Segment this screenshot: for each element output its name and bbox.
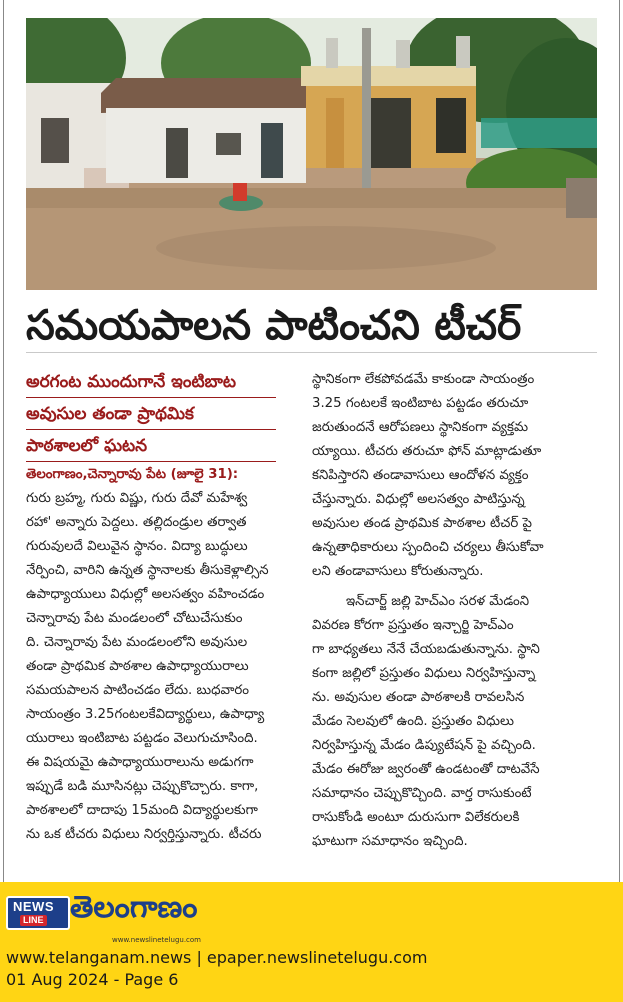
body-line: ను ఒక టీచరు విధులు నిర్వర్తిస్తున్నారు. టీచరు (26, 827, 262, 842)
body-line: గురువులదే విలువైన స్థానం. విద్యా బుద్ధులు (26, 539, 248, 554)
subhead-line-2: అవుసుల తండా ప్రాథమిక (26, 404, 194, 424)
body-line: రాసుకోండి అంటూ దురుసుగా విలేకరులకి (312, 810, 520, 825)
body-line: చెన్నారావు పేట మండలంలో చోటుచేసుకుం (26, 611, 243, 626)
body-line: గురు బ్రహ్మ, గురు విష్ణు, గురు దేవో మహేశ్వ (26, 491, 248, 506)
footer-bar (0, 882, 623, 1002)
dateline: తెలంగాణం,చెన్నారావు పేట (జూలై 31): (26, 467, 239, 482)
footer-date-page: 01 Aug 2024 - Page 6 (6, 970, 179, 989)
newsline-logo[interactable] (6, 896, 70, 930)
body-line: అవుసుల తండ ప్రాథమిక పాఠశాల టీచర్ పై (312, 516, 532, 531)
subhead-divider (26, 429, 276, 430)
body-line: కంగా జల్లిలో ప్రస్తుతం విధులు నిర్వహిస్తున్నా (312, 666, 536, 681)
body-line: కనిపిస్తారని తండావాసులు ఆందోళన వ్యక్తం (312, 468, 529, 483)
body-line: ది. చెన్నారావు పేట మండలంలోని అవుసుల (26, 635, 248, 650)
body-line: రహా' అన్నారు పెద్దలు. తల్లిదండ్రుల తర్వాత (26, 515, 247, 530)
body-line: పాఠశాలలో దాదాపు 15మంది విద్యార్థులకుగా (26, 803, 258, 818)
body-line: ఇప్పుడే బడి మూసినట్లు చెప్పుకొచ్చారు. కాగా, (26, 779, 259, 794)
subhead-divider (26, 397, 276, 398)
body-line: తండా ప్రాథమిక పాఠశాల ఉపాధ్యాయురాలు (26, 659, 249, 674)
body-line: సమాధానం చెప్పుకొచ్చింది. వార్త రాసుకుంటే (312, 786, 532, 801)
body-line: ఘాటుగా సమాధానం ఇచ్చింది. (312, 834, 468, 849)
subhead-line-3: పాఠశాలలో ఘటన (26, 436, 148, 456)
body-line: యురాలు ఇంటిబాట పట్టడం వెలుగుచూసింది. (26, 731, 258, 746)
body-line: నేర్పించి, వారిని ఉన్నత స్థానాలకు తీసుకెళ్లాల్సిన (26, 563, 269, 578)
body-line: 3.25 గంటలకే ఇంటిబాట పట్టడం తరుచూ (312, 396, 529, 411)
logo-news-text: NEWS (13, 899, 54, 914)
subhead-divider (26, 461, 276, 462)
body-line: స్థానికంగా లేకపోవడమే కాకుండా సాయంత్రం (312, 372, 535, 387)
body-line: నిర్వహిస్తున్న మేడం డిప్యుటేషన్ పై వచ్చింది. (312, 738, 536, 753)
brand-url: www.newslinetelugu.com (112, 936, 201, 944)
body-line: య్యాయి. టీచరు తరుచూ ఫోన్ మాట్లాడుతూ (312, 444, 542, 459)
body-line: ఈ విషయమై ఉపాధ్యాయురాలును అడుగగా (26, 755, 254, 770)
body-line: లని తండావాసులు కోరుతున్నారు. (312, 564, 484, 579)
body-line: ను. అవుసుల తండా పాఠశాలకి రావలసిన (312, 690, 525, 705)
body-line: గా బాధ్యతలు నేనే చేయబడుతున్నాను. స్థాని (312, 642, 540, 657)
subhead-line-1: అరగంట ముందుగానే ఇంటిబాట (26, 372, 236, 392)
body-line: ఉన్నతాధికారులు స్పందించి చర్యలు తీసుకోవా (312, 540, 544, 555)
article-photo (26, 18, 597, 290)
body-line: వివరణ కోరగా ప్రస్తుతం ఇన్చార్జి హెచ్ఎం (312, 618, 514, 633)
brand-logo[interactable]: తెలంగాణం (70, 890, 198, 925)
body-line: మేడం సెలవులో ఉంది. ప్రస్తుతం విధులు (312, 714, 514, 729)
headline: సమయపాలన పాటించని టీచర్ (26, 298, 597, 353)
body-line: సమయపాలన పాటించడం లేదు. బుధవారం (26, 683, 250, 698)
body-line: జరుతుందనే ఆరోపణలు స్థానికంగా వ్యక్తమ (312, 420, 529, 435)
body-line: మేడం ఈరోజు జ్వరంతో ఉండటంతో దాటవేసే (312, 762, 540, 777)
body-line: చేస్తున్నారు. విధుల్లో అలసత్వం పాటిస్తున్న (312, 492, 525, 507)
body-line: సాయంత్రం 3.25గంటలకేవిద్యార్థులు, ఉపాధ్యా (26, 707, 265, 722)
footer-links[interactable]: www.telanganam.news | epaper.newslinetelugu.com (6, 948, 428, 967)
logo-line-text: LINE (20, 915, 47, 926)
body-line: ఉపాధ్యాయులు విధుల్లో అలసత్వం వహించడం (26, 587, 265, 602)
body-line: ఇన్‌చార్జ్ జల్లి హెచ్ఎం సరళ మేడంని (346, 594, 530, 609)
